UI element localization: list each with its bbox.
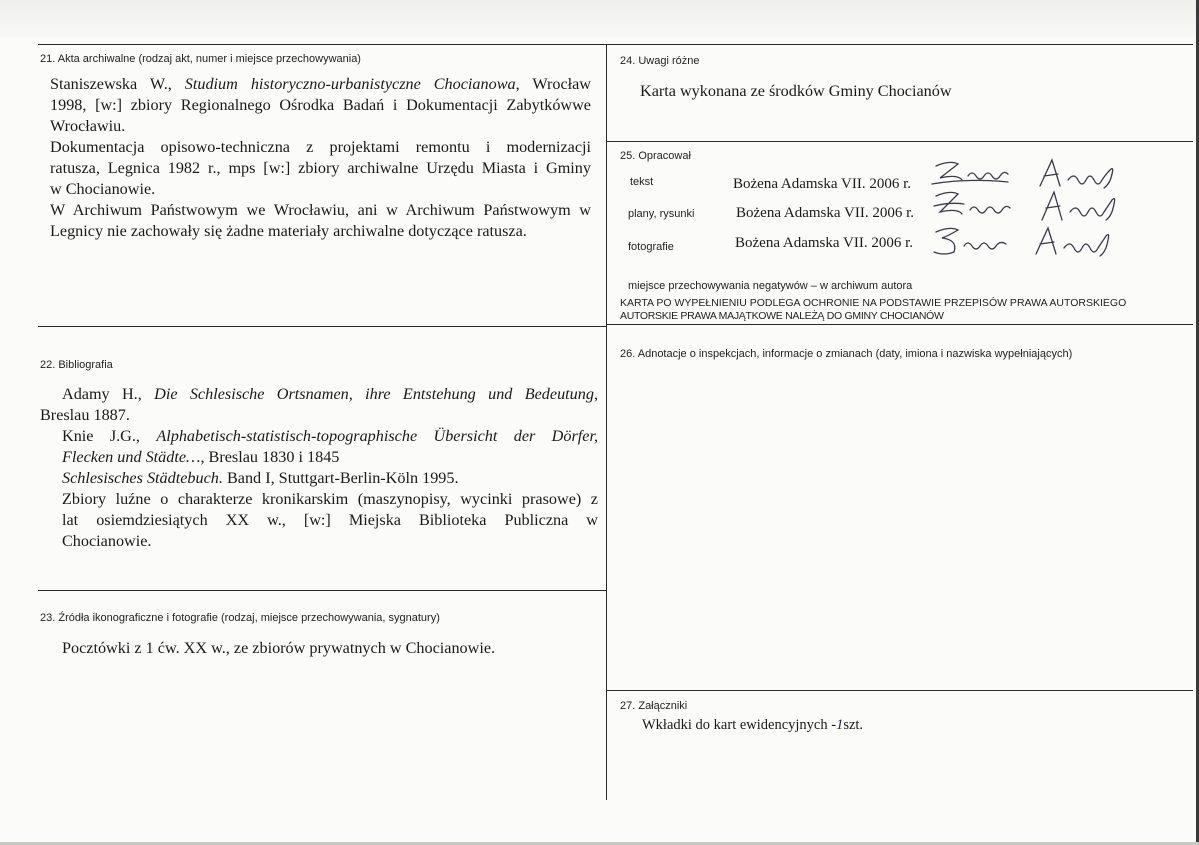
copyright-notice-1: KARTA PO WYPEŁNIENIU PODLEGA OCHRONIE NA PODSTAWIE PRZEPISÓW PRAWA AUTORSKIEGO <box>620 297 1127 309</box>
signature-fotografie <box>928 222 1138 262</box>
section-26-heading: 26. Adnotacje o inspekcjach, informacje o zmianach (daty, imiona i nazwiska wypełniających) <box>620 348 1073 360</box>
top-rule <box>38 44 1193 45</box>
section-27-heading: 27. Załączniki <box>620 700 688 712</box>
copyright-notice-2: AUTORSKIE PRAWA MAJĄTKOWE NALEŻĄ DO GMINY CHOCIANÓW <box>620 310 944 322</box>
section-23-body: Pocztówki z 1 ćw. XX w., ze zbiorów prywatnych w Chocianowie. <box>62 639 496 657</box>
s21-line-3: Wrocławiu. <box>50 117 126 135</box>
rule-after-26 <box>606 690 1193 691</box>
row-label-fotografie: fotografie <box>628 241 674 253</box>
section-23-heading: 23. Źródła ikonograficzne i fotografie (rodzaj, miejsce przechowywania, sygnatury) <box>40 612 440 624</box>
bib-entry-2-line-1: Knie J.G., Alphabetisch-statistisch-topographische Übersicht der Dörfer, <box>62 427 598 445</box>
s21-line-8: Legnicy nie zachowały się żadne materiały archiwalne dotyczące ratusza. <box>50 222 527 240</box>
section-24-heading: 24. Uwagi różne <box>620 55 700 67</box>
s21-line-4: Dokumentacja opisowo-techniczna z projektami remontu i modernizacji <box>50 138 591 156</box>
section-21-body <box>50 74 591 242</box>
bib-entry-1-line-2: Breslau 1887. <box>40 406 130 424</box>
center-divider <box>606 44 607 800</box>
section-21-heading: 21. Akta archiwalne (rodzaj akt, numer i miejsce przechowywania) <box>40 53 361 65</box>
bib-entry-3: Schlesisches Städtebuch. Band I, Stuttgart-Berlin-Köln 1995. <box>62 469 459 487</box>
s21-line-7: W Archiwum Państwowym we Wrocławiu, ani w Archiwum Państwowym w <box>50 201 591 219</box>
rule-after-22 <box>38 590 606 591</box>
s21-line-1: Staniszewska W., Studium historyczno-urbanistyczne Chocianowa, Wrocław <box>50 75 592 93</box>
bib-entry-4-line-1: Zbiory luźne o charakterze kronikarskim (maszynopisy, wycinki prasowe) z <box>62 490 598 508</box>
bib-entry-4-line-3: Chocianowie. <box>62 532 152 550</box>
section-24-body: Karta wykonana ze środków Gminy Chocianów <box>640 82 952 100</box>
s21-line-6: w Chocianowie. <box>50 180 156 198</box>
handwritten-count: 1 <box>836 717 844 733</box>
s21-line-2: 1998, [w:] zbiory Regionalnego Ośrodka Badań i Dokumentacji Zabytkówwe <box>50 96 591 114</box>
bib-entry-2-line-2: Flecken und Städte…, Breslau 1830 i 1845 <box>62 448 340 466</box>
row-value-tekst: Bożena Adamska VII. 2006 r. <box>733 176 912 192</box>
scan-top-edge <box>0 0 1199 38</box>
row-label-plany: plany, rysunki <box>628 208 695 220</box>
row-value-fotografie: Bożena Adamska VII. 2006 r. <box>735 235 914 251</box>
rule-after-25 <box>606 324 1193 325</box>
row-value-plany: Bożena Adamska VII. 2006 r. <box>736 205 915 221</box>
bib-entry-1-line-1: Adamy H., Die Schlesische Ortsnamen, ihre Entstehung und Bedeutung, <box>62 385 599 403</box>
rule-after-24 <box>606 141 1193 142</box>
rule-after-21 <box>38 326 606 327</box>
section-27-body: Wkładki do kart ewidencyjnych -1szt. <box>642 717 864 733</box>
section-22-body <box>40 384 598 552</box>
row-label-tekst: tekst <box>630 176 654 188</box>
s21-line-5: ratusza, Legnica 1982 r., mps [w:] zbiory archiwalne Urzędu Miasta i Gminy <box>50 159 591 177</box>
negatives-location: miejsce przechowywania negatywów – w archiwum autora <box>628 280 913 292</box>
section-22-heading: 22. Bibliografia <box>40 359 113 371</box>
bib-entry-4-line-2: lat osiemdziesiątych XX w., [w:] Miejska Biblioteka Publiczna w <box>62 511 598 529</box>
section-25-heading: 25. Opracował <box>620 150 691 162</box>
